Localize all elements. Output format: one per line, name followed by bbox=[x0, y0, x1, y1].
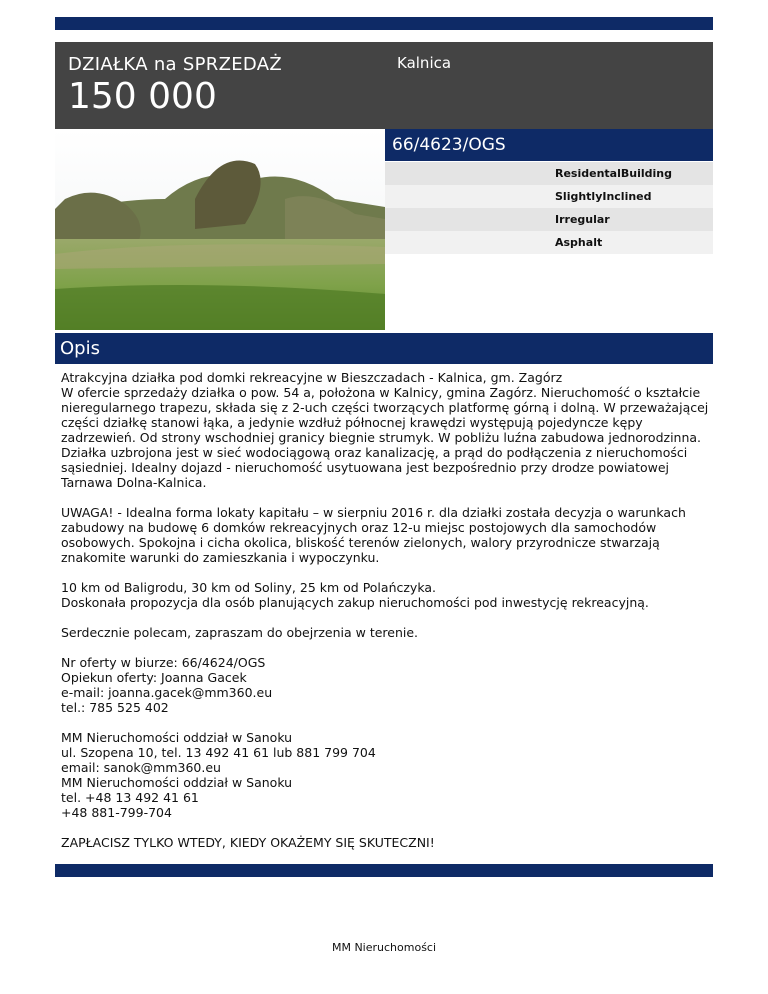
reference-number: 66/4623/OGS bbox=[392, 135, 506, 155]
description-paragraph: 10 km od Baligrodu, 30 km od Soliny, 25 km od Polańczyka. Doskonała propozycja dla osób planujących zakup nieruchomości pod inwestycję rekreacyjną. bbox=[61, 580, 649, 610]
attribute-building-type: ResidentalBuilding bbox=[385, 162, 713, 185]
office-paragraph: MM Nieruchomości oddział w Sanoku ul. Szopena 10, tel. 13 492 41 61 lub 881 799 704 email: sanok@mm360.eu MM Nieruchomości oddział w Sanoku tel. +48 13 492 41 61 +48 881-799-704 bbox=[61, 730, 376, 820]
section-title: Opis bbox=[60, 338, 100, 359]
top-bar bbox=[55, 17, 713, 30]
contact-paragraph: Nr oferty w biurze: 66/4624/OGS Opiekun oferty: Joanna Gacek e-mail: joanna.gacek@mm360.eu tel.: 785 525 402 bbox=[61, 655, 273, 715]
listing-city: Kalnica bbox=[397, 54, 452, 72]
listing-header bbox=[55, 42, 713, 129]
listing-price: 150 000 bbox=[68, 76, 217, 117]
attribute-road: Asphalt bbox=[385, 231, 713, 254]
attributes-list bbox=[385, 162, 713, 254]
attribute-slope: SlightlyInclined bbox=[385, 185, 713, 208]
description-paragraph: Atrakcyjna działka pod domki rekreacyjne w Bieszczadach - Kalnica, gm. Zagórz W ofercie sprzedaży działka o pow. 54 a, położona w Kalnicy, gmina Zagórz. Nieruchomość o kształcie nieregularnego trapezu, składa się z 2-uch części tworzących platformę górną i dolną. W przeważającej części działkę stanowi łąka, a jedynie wzdłuż północnej krawędzi występują pojedyncze kępy zadrzewień. Od strony wschodniej granicy biegnie strumyk. W pobliżu luźna zabudowa jednorodzinna. Działka uzbrojona jest w sieć wodociągową oraz kanalizację, a prąd do podłączenia z nieruchomości sąsiedniej. Idealny dojazd - nieruchomość usytuowana jest bezpośrednio przy drodze powiatowej Tarnawa Dolna-Kalnica. bbox=[61, 370, 709, 490]
slogan: ZAPŁACISZ TYLKO WTEDY, KIEDY OKAŻEMY SIĘ SKUTECZNI! bbox=[61, 835, 435, 850]
description-paragraph: UWAGA! - Idealna forma lokaty kapitału – w sierpniu 2016 r. dla działki została decyzja o warunkach zabudowy na budowę 6 domków rekreacyjnych oraz 12-u miejsc postojowych dla samochodów osobowych. Spokojna i cicha okolica, bliskość terenów zielonych, walory przyrodnicze stwarzają znakomite warunki do zamieszkania i wypoczynku. bbox=[61, 505, 686, 565]
description-body bbox=[61, 370, 711, 865]
description-paragraph: Serdecznie polecam, zapraszam do obejrzenia w terenie. bbox=[61, 625, 419, 640]
property-photo bbox=[55, 129, 385, 330]
listing-type: DZIAŁKA na SPRZEDAŻ bbox=[68, 54, 282, 75]
reference-bar bbox=[385, 129, 713, 161]
attribute-shape: Irregular bbox=[385, 208, 713, 231]
description-header bbox=[55, 333, 713, 364]
bottom-bar bbox=[55, 864, 713, 877]
footer-text: MM Nieruchomości bbox=[331, 941, 437, 954]
